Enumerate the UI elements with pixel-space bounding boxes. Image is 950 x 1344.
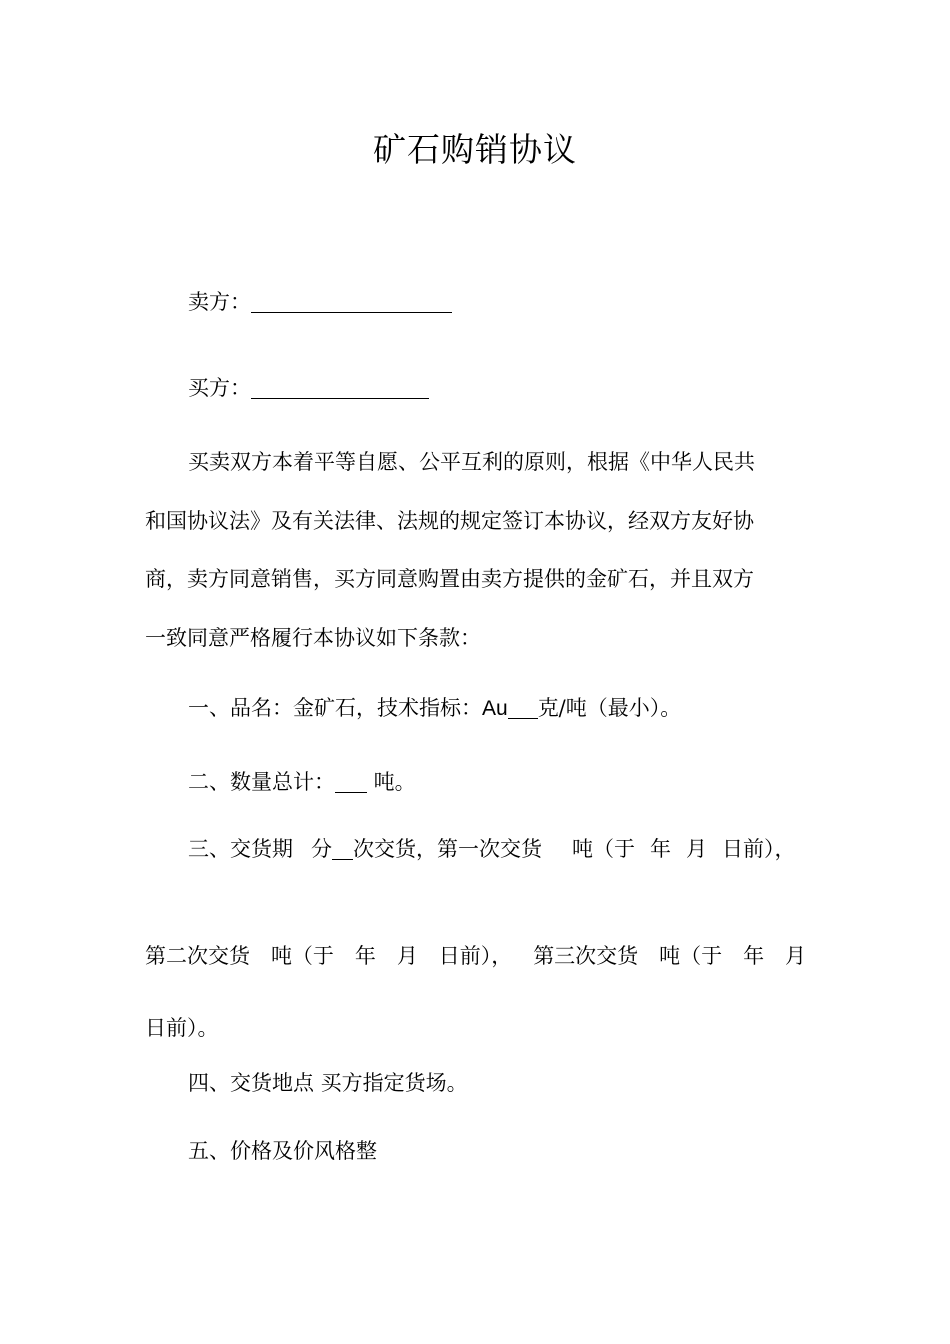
quantity-blank: [335, 770, 367, 793]
third-delivery: 第三次交货: [533, 944, 639, 968]
clause-3-line-3: 日前）。: [145, 1016, 219, 1040]
buyer-label: 买方：: [188, 376, 251, 400]
clause-2: [188, 767, 950, 797]
clause-3-day: 日前），: [722, 837, 796, 861]
preamble-line-4: 一致同意严格履行本协议如下条款：: [145, 626, 481, 650]
clause-1-text: 一、品名：金矿石，技术指标：: [188, 696, 482, 720]
seller-line: [188, 287, 950, 317]
clause-3-line-2: [145, 941, 806, 971]
second-month: 月: [396, 944, 418, 968]
document-title: 矿石购销协议: [373, 130, 577, 169]
preamble-line-3: 商，卖方同意销售，买方同意购置由卖方提供的金矿石，并且双方: [145, 567, 754, 591]
clause-3-line-1: [188, 834, 950, 864]
clause-1-unit: 克/吨（最小）。: [537, 696, 682, 720]
clause-1: [188, 693, 950, 724]
seller-label: 卖方：: [188, 290, 251, 314]
clause-2-unit: 吨。: [367, 770, 416, 794]
second-ton-date: 吨（于: [270, 944, 334, 968]
buyer-line: [188, 373, 950, 403]
third-month: 月: [785, 944, 806, 968]
clause-3-heading: 三、交货期: [188, 837, 293, 861]
preamble-line-2: 和国协议法》及有关法律、法规的规定签订本协议，经双方友好协: [145, 509, 754, 533]
preamble-line-1: 买卖双方本着平等自愿、公平互利的原则，根据《中华人民共: [188, 450, 755, 474]
clause-5: 五、价格及价风格整: [188, 1139, 377, 1163]
second-day: 日前），: [438, 944, 513, 968]
second-year: 年: [354, 944, 376, 968]
delivery-count-blank: [332, 837, 353, 860]
clause-3-month: 月: [686, 837, 707, 861]
second-delivery: 第二次交货: [145, 944, 250, 968]
clause-3-ton-date: 吨（于: [572, 837, 635, 861]
seller-blank: [251, 290, 452, 313]
clause-3-year: 年: [650, 837, 671, 861]
clause-2-text: 二、数量总计：: [188, 770, 335, 794]
clause-4: 四、交货地点 买方指定货场。: [188, 1071, 468, 1095]
clause-3-first: 次交货，第一次交货: [353, 837, 542, 861]
buyer-blank: [251, 376, 429, 399]
third-ton-date: 吨（于: [659, 944, 723, 968]
clause-1-element: Au: [482, 697, 508, 720]
third-year: 年: [743, 944, 765, 968]
grade-blank: [508, 696, 538, 719]
clause-3-split: 分: [311, 837, 332, 861]
